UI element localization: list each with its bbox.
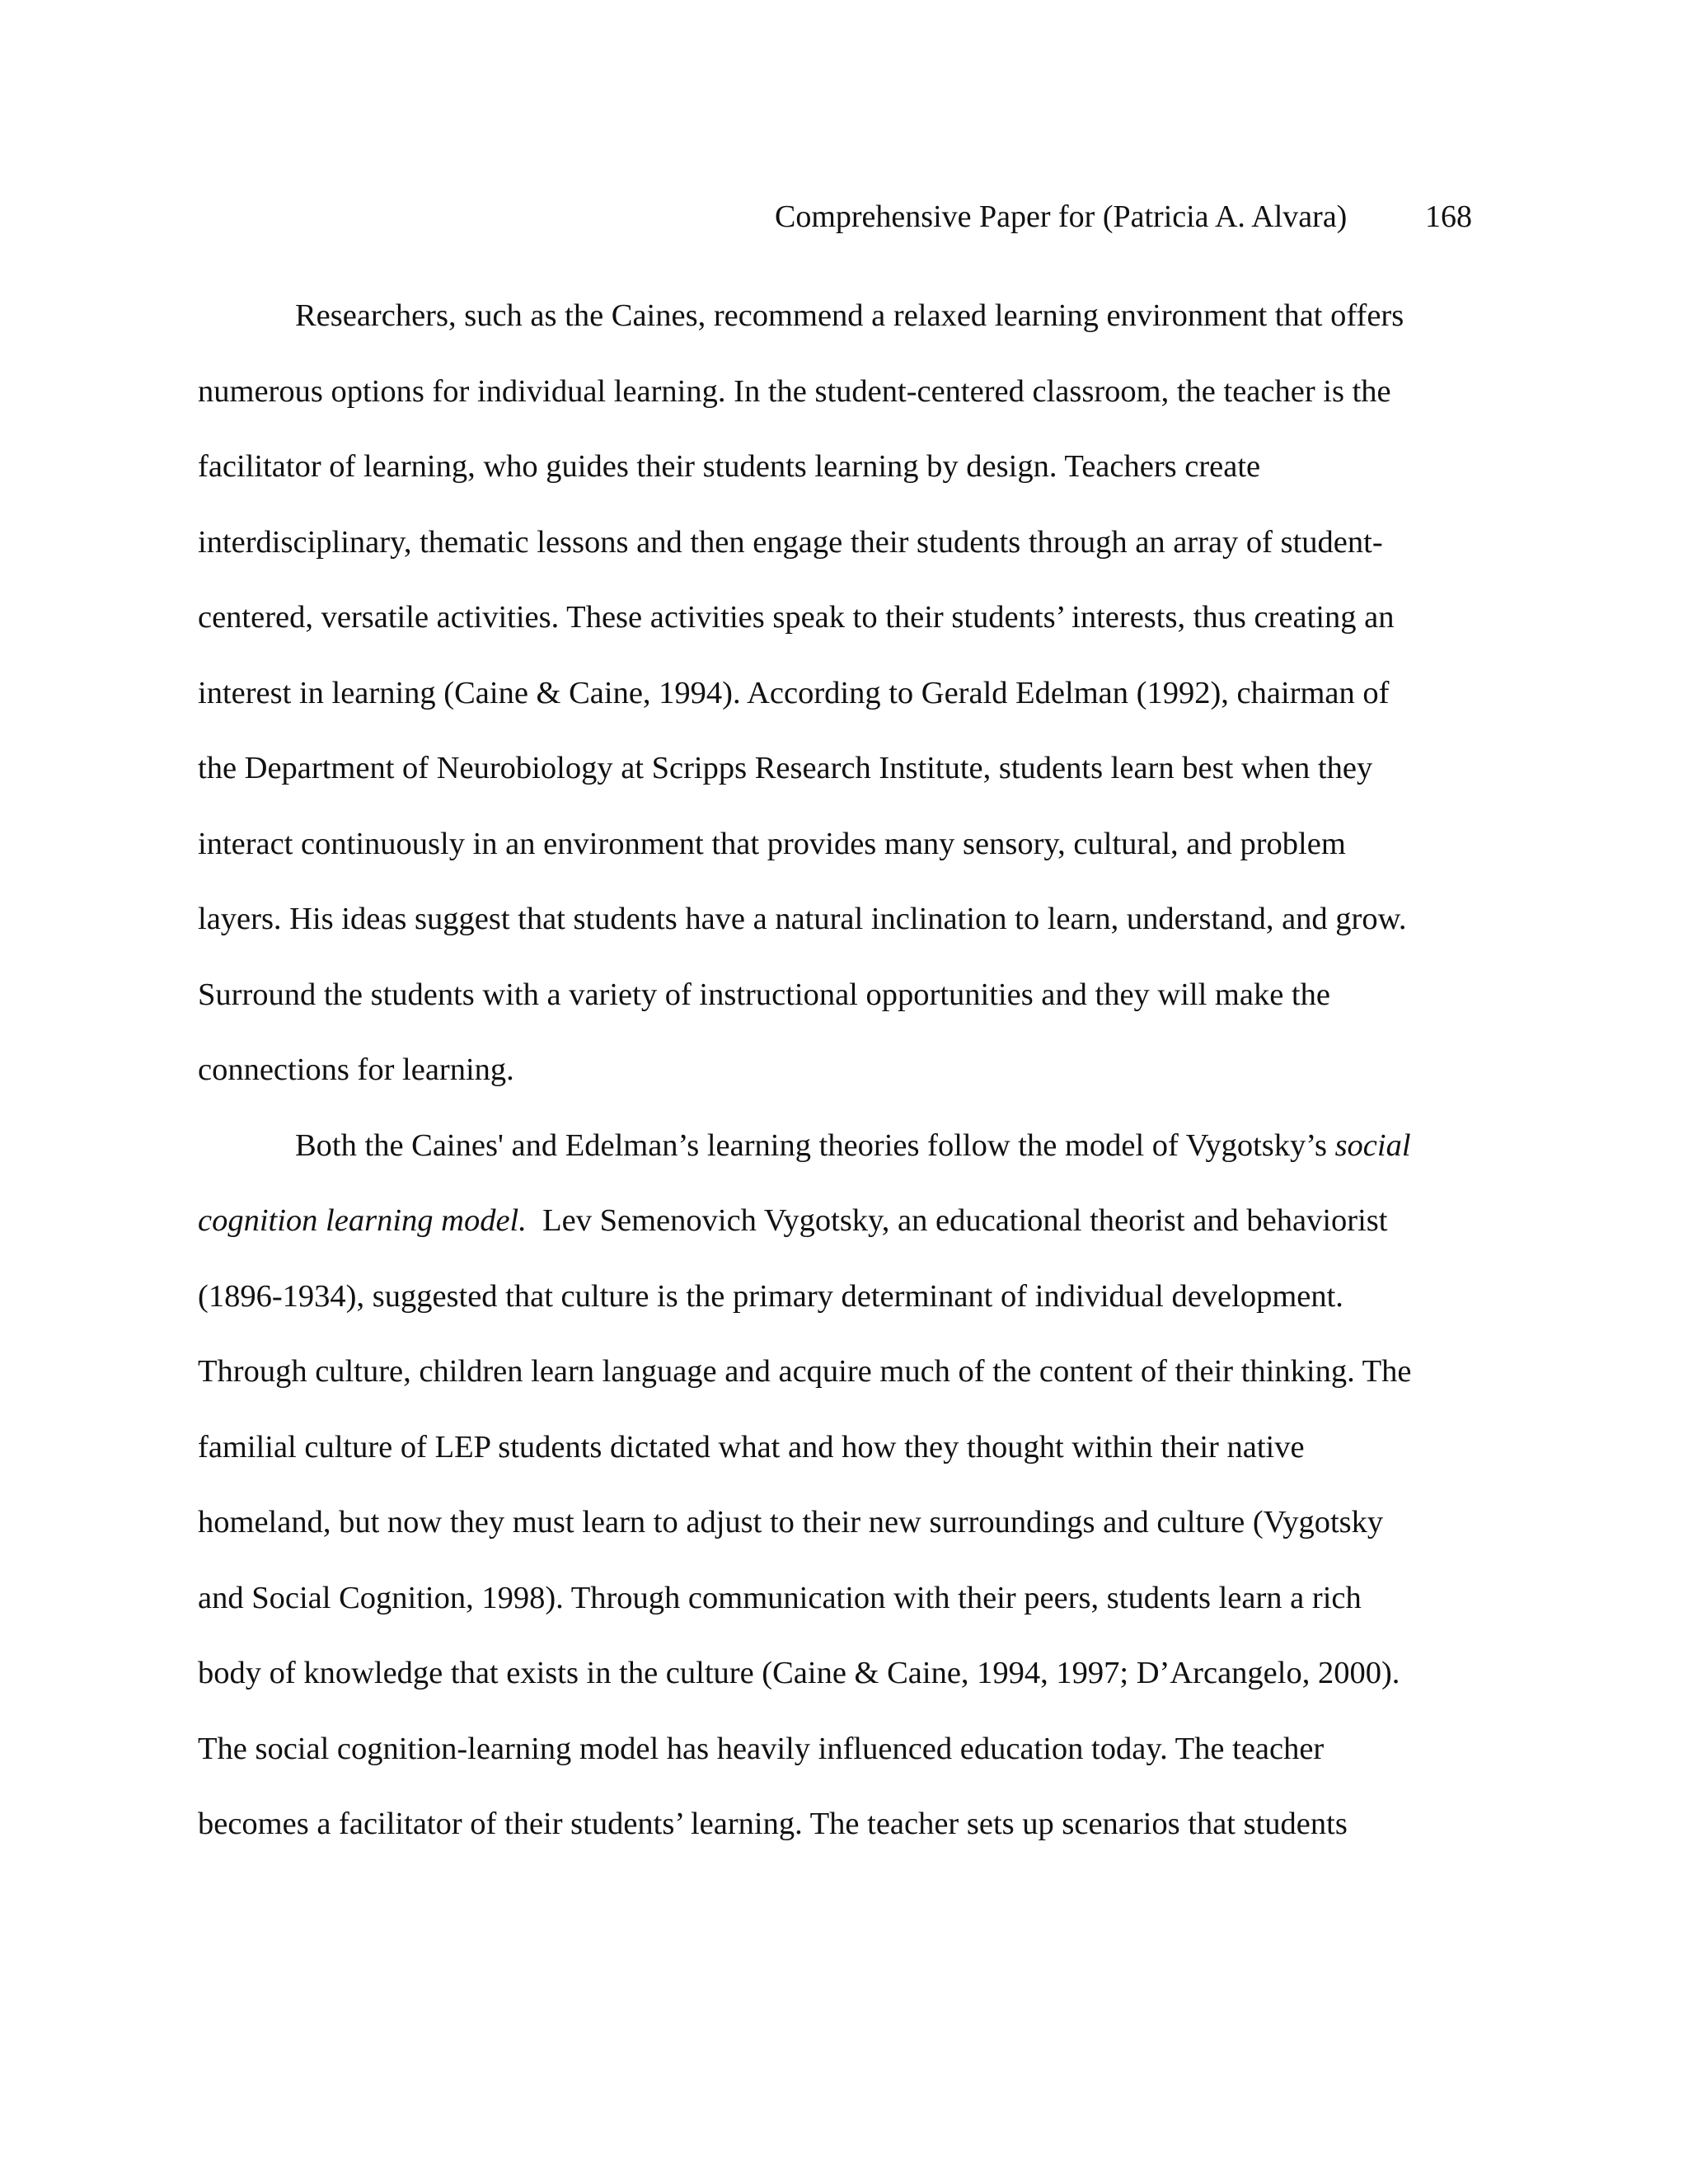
paragraph-1-line-11: connections for learning. — [198, 1052, 514, 1087]
paragraph-2-line-5: familial culture of LEP students dictated what and how they thought within their native — [198, 1429, 1305, 1465]
paragraph-2-line-1-text: Both the Caines' and Edelman’s learning theories follow the model of Vygotsky’s — [295, 1127, 1335, 1163]
paragraph-1-line-5: centered, versatile activities. These activities speak to their students’ interests, thus creating an — [198, 600, 1395, 635]
paragraph-2-line-4: Through culture, children learn language and acquire much of the content of their thinking. The — [198, 1354, 1412, 1389]
body-text — [198, 290, 1484, 1874]
italic-term-social: social — [1334, 1127, 1411, 1163]
paragraph-1-line-6: interest in learning (Caine & Caine, 1994). According to Gerald Edelman (1992), chairman of — [198, 675, 1390, 710]
paragraph-2-line-3: (1896-1934), suggested that culture is the primary determinant of individual development. — [198, 1278, 1343, 1314]
paragraph-1-line-4: interdisciplinary, thematic lessons and then engage their students through an array of student- — [198, 524, 1383, 560]
paragraph-2-line-2-text: Lev Semenovich Vygotsky, an educational theorist and behaviorist — [526, 1203, 1388, 1238]
paragraph-2-line-8: body of knowledge that exists in the culture (Caine & Caine, 1994, 1997; D’Arcangelo, 2000). — [198, 1656, 1400, 1690]
paragraph-1-line-3: facilitator of learning, who guides their students learning by design. Teachers create — [198, 449, 1261, 484]
running-head-title: Comprehensive Paper for (Patricia A. Alvara) — [775, 199, 1348, 234]
paragraph-1-line-1: Researchers, such as the Caines, recommend a relaxed learning environment that offers — [295, 298, 1404, 333]
paragraph-1-line-2: numerous options for individual learning. In the student-centered classroom, the teacher is the — [198, 373, 1391, 409]
paragraph-1-line-8: interact continuously in an environment that provides many sensory, cultural, and problem — [198, 826, 1346, 861]
paragraph-1-line-9: layers. His ideas suggest that students have a natural inclination to learn, understand, and grow. — [198, 902, 1407, 936]
paragraph-2-line-2 — [198, 1195, 1484, 1271]
paragraph-1-line-7: the Department of Neurobiology at Scripps Research Institute, students learn best when they — [198, 751, 1373, 785]
paragraph-2-line-9: The social cognition-learning model has heavily influenced education today. The teacher — [198, 1731, 1325, 1766]
paragraph-2-line-1 — [198, 1120, 1484, 1196]
paragraph-1-line-10: Surround the students with a variety of instructional opportunities and they will make the — [198, 977, 1330, 1012]
running-head — [775, 196, 1475, 237]
italic-term-model: cognition learning model. — [198, 1203, 527, 1238]
page-number: 168 — [1425, 199, 1472, 234]
paragraph-2-line-10: becomes a facilitator of their students’ learning. The teacher sets up scenarios that students — [198, 1807, 1348, 1841]
paragraph-2-line-6: homeland, but now they must learn to adjust to their new surroundings and culture (Vygotsky — [198, 1505, 1384, 1540]
paragraph-2-line-7: and Social Cognition, 1998). Through communication with their peers, students learn a rich — [198, 1580, 1362, 1615]
